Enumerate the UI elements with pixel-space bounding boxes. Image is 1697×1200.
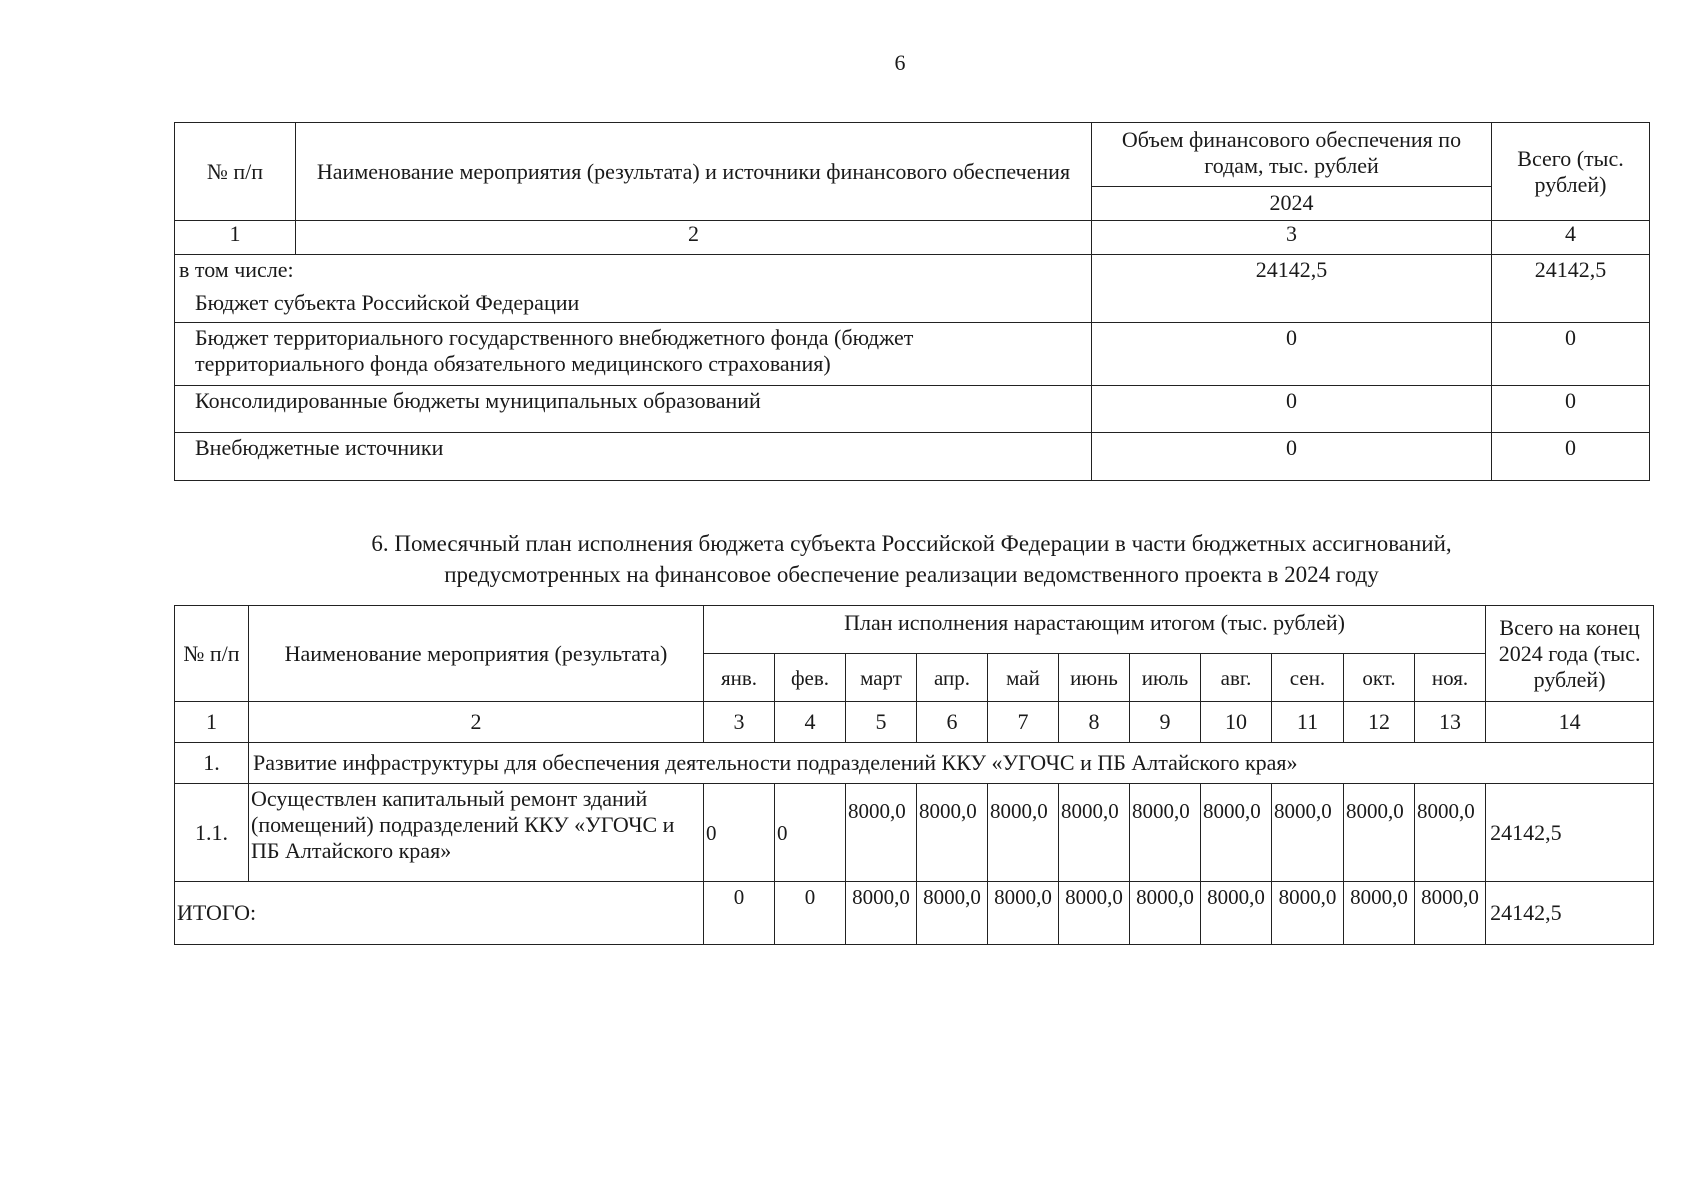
- financing-table: [174, 122, 1650, 481]
- header-name: Наименование мероприятия (результата) и источники финансового обеспечения: [296, 123, 1092, 221]
- total-value: 8000,0: [1059, 882, 1130, 945]
- header-total: Всего на конец 2024 года (тыс. рублей): [1486, 606, 1654, 702]
- col-num: 2: [249, 702, 704, 743]
- total-value: 0: [775, 882, 846, 945]
- table-row: [175, 323, 1650, 386]
- col-num-2: 2: [296, 221, 1092, 255]
- header-year: 2024: [1092, 187, 1492, 221]
- month-value: 0: [775, 784, 846, 882]
- month-value: 8000,0: [1059, 784, 1130, 882]
- total-value: 8000,0: [1130, 882, 1201, 945]
- col-num: 4: [775, 702, 846, 743]
- col-num: 8: [1059, 702, 1130, 743]
- total-value: 8000,0: [917, 882, 988, 945]
- total-value: 8000,0: [1415, 882, 1486, 945]
- row-label: Бюджет территориального государственного внебюджетного фонда (бюджет территориального фонда обязательного медицинского страхования): [175, 323, 1092, 386]
- total-value: 8000,0: [846, 882, 917, 945]
- item-num: 1.1.: [175, 784, 249, 882]
- col-num: 6: [917, 702, 988, 743]
- month-header: янв.: [704, 654, 775, 702]
- header-name: Наименование мероприятия (результата): [249, 606, 704, 702]
- col-num: 7: [988, 702, 1059, 743]
- month-header: ноя.: [1415, 654, 1486, 702]
- month-header: март: [846, 654, 917, 702]
- month-value: 0: [704, 784, 775, 882]
- section-heading: [174, 528, 1649, 590]
- month-header: сен.: [1272, 654, 1344, 702]
- month-value: 8000,0: [1344, 784, 1415, 882]
- total-value: 8000,0: [1344, 882, 1415, 945]
- row-total: 0: [1492, 323, 1650, 386]
- month-header: авг.: [1201, 654, 1272, 702]
- row-total: 24142,5: [1492, 255, 1650, 323]
- row-total: 0: [1492, 386, 1650, 433]
- item-total: 24142,5: [1486, 784, 1654, 882]
- row-value: 0: [1092, 323, 1492, 386]
- col-num-1: 1: [175, 221, 296, 255]
- table-row: [175, 433, 1650, 481]
- row-label: Консолидированные бюджеты муниципальных образований: [175, 386, 1092, 433]
- month-header: июнь: [1059, 654, 1130, 702]
- month-header: окт.: [1344, 654, 1415, 702]
- header-volume: Объем финансового обеспечения по годам, тыс. рублей: [1092, 123, 1492, 187]
- col-num: 9: [1130, 702, 1201, 743]
- col-num-3: 3: [1092, 221, 1492, 255]
- total-value: 8000,0: [1272, 882, 1344, 945]
- col-num: 1: [175, 702, 249, 743]
- section-row: [175, 743, 1654, 784]
- table-row: [175, 255, 1650, 323]
- month-header: май: [988, 654, 1059, 702]
- col-num: 3: [704, 702, 775, 743]
- month-value: 8000,0: [1201, 784, 1272, 882]
- header-plan: План исполнения нарастающим итогом (тыс. рублей): [704, 606, 1486, 654]
- month-header: фев.: [775, 654, 846, 702]
- col-num: 5: [846, 702, 917, 743]
- row-value: 0: [1092, 433, 1492, 481]
- table-row: [175, 386, 1650, 433]
- col-num: 14: [1486, 702, 1654, 743]
- total-row: [175, 882, 1654, 945]
- row-label-top: в том числе:: [179, 257, 294, 282]
- month-value: 8000,0: [988, 784, 1059, 882]
- header-num: № п/п: [175, 123, 296, 221]
- row-value: 0: [1092, 386, 1492, 433]
- month-value: 8000,0: [1272, 784, 1344, 882]
- monthly-plan-table: [174, 605, 1654, 945]
- row-label-main: Бюджет субъекта Российской Федерации: [195, 290, 580, 315]
- grand-total: 24142,5: [1486, 882, 1654, 945]
- month-value: 8000,0: [1415, 784, 1486, 882]
- col-num: 10: [1201, 702, 1272, 743]
- section-heading-line2: предусмотренных на финансовое обеспечение реализации ведомственного проекта в 2024 году: [444, 562, 1379, 587]
- month-header: июль: [1130, 654, 1201, 702]
- section-num: 1.: [175, 743, 249, 784]
- item-label: Осуществлен капитальный ремонт зданий (помещений) подразделений ККУ «УГОЧС и ПБ Алтайского края»: [249, 784, 704, 882]
- header-total: Всего (тыс. рублей): [1492, 123, 1650, 221]
- section-heading-line1: 6. Помесячный план исполнения бюджета субъекта Российской Федерации в части бюджетных ассигнований,: [371, 531, 1452, 556]
- section-label: Развитие инфраструктуры для обеспечения деятельности подразделений ККУ «УГОЧС и ПБ Алтайского края»: [249, 743, 1654, 784]
- col-num-4: 4: [1492, 221, 1650, 255]
- row-value: 24142,5: [1092, 255, 1492, 323]
- header-num: № п/п: [175, 606, 249, 702]
- total-value: 8000,0: [988, 882, 1059, 945]
- table-row: [175, 784, 1654, 882]
- total-label: ИТОГО:: [175, 882, 704, 945]
- row-label: [175, 255, 1092, 323]
- month-value: 8000,0: [846, 784, 917, 882]
- month-value: 8000,0: [1130, 784, 1201, 882]
- month-value: 8000,0: [917, 784, 988, 882]
- col-num: 11: [1272, 702, 1344, 743]
- row-total: 0: [1492, 433, 1650, 481]
- total-value: 8000,0: [1201, 882, 1272, 945]
- total-value: 0: [704, 882, 775, 945]
- col-num: 12: [1344, 702, 1415, 743]
- month-header: апр.: [917, 654, 988, 702]
- col-num: 13: [1415, 702, 1486, 743]
- row-label: Внебюджетные источники: [175, 433, 1092, 481]
- page-number: 6: [894, 50, 906, 75]
